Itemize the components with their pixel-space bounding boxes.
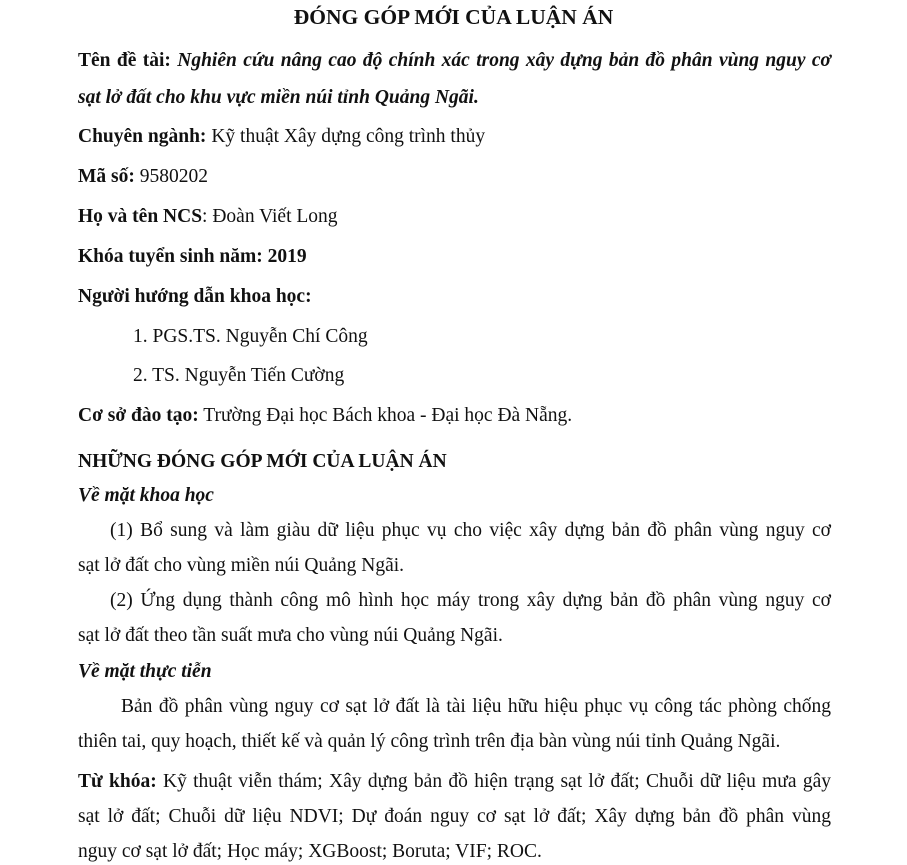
topic-value-2: sạt lở đất cho khu vực miền núi tỉnh Quảng Ngãi. xyxy=(78,87,479,108)
science-item-2-line-2: sạt lở đất theo tần suất mưa cho vùng núi Quảng Ngãi. xyxy=(78,625,503,646)
institution-line xyxy=(78,403,572,429)
contributions-heading: NHỮNG ĐÓNG GÓP MỚI CỦA LUẬN ÁN xyxy=(78,451,447,472)
science-heading: Về mặt khoa học xyxy=(78,485,214,506)
practice-line-2: thiên tai, quy hoạch, thiết kế và quản lý công trình trên địa bàn vùng núi tỉnh Quảng Ngãi. xyxy=(78,731,781,752)
practice-heading: Về mặt thực tiễn xyxy=(78,661,212,682)
code-label: Mã số: xyxy=(78,166,135,187)
supervisors-label: Người hướng dẫn khoa học: xyxy=(78,286,312,307)
topic-line-2 xyxy=(78,85,479,111)
cohort-line: Khóa tuyển sinh năm: 2019 xyxy=(78,246,307,267)
institution-value: Trường Đại học Bách khoa - Đại học Đà Nẵng. xyxy=(198,405,573,426)
keywords-value-1: Kỹ thuật viễn thám; Xây dựng bản đồ hiện trạng sạt lở đất; Chuỗi dữ liệu mưa gây xyxy=(156,771,831,792)
supervisor-item: 2. TS. Nguyễn Tiến Cường xyxy=(133,365,345,386)
institution-label: Cơ sở đào tạo: xyxy=(78,405,199,426)
major-line xyxy=(78,124,485,150)
science-item-2-line-1: (2) Ứng dụng thành công mô hình học máy trong xây dựng bản đồ phân vùng nguy cơ xyxy=(110,590,831,611)
science-item-1-line-1: (1) Bổ sung và làm giàu dữ liệu phục vụ cho việc xây dựng bản đồ phân vùng nguy cơ xyxy=(110,520,831,541)
major-value: Kỹ thuật Xây dựng công trình thủy xyxy=(206,126,486,147)
page-title: ĐÓNG GÓP MỚI CỦA LUẬN ÁN xyxy=(293,5,614,29)
researcher-line xyxy=(78,204,338,230)
keywords-line-1 xyxy=(78,769,831,795)
topic-value-1: Nghiên cứu nâng cao độ chính xác trong xây dựng bản đồ phân vùng nguy cơ xyxy=(170,50,831,71)
topic-label: Tên đề tài: xyxy=(78,50,171,71)
researcher-value: : Đoàn Viết Long xyxy=(202,206,338,227)
topic-line-1 xyxy=(78,48,831,74)
major-label: Chuyên ngành: xyxy=(78,126,207,147)
science-item-1-line-2: sạt lở đất cho vùng miền núi Quảng Ngãi. xyxy=(78,555,405,576)
keywords-line-2: sạt lở đất; Chuỗi dữ liệu NDVI; Dự đoán nguy cơ sạt lở đất; Xây dựng bản đồ phân vùng xyxy=(78,806,831,827)
keywords-label: Từ khóa: xyxy=(78,771,157,792)
practice-line-1: Bản đồ phân vùng nguy cơ sạt lở đất là tài liệu hữu hiệu phục vụ công tác phòng chống xyxy=(121,696,831,717)
keywords-line-3: nguy cơ sạt lở đất; Học máy; XGBoost; Boruta; VIF; ROC. xyxy=(78,841,542,862)
code-value: 9580202 xyxy=(134,166,208,187)
researcher-label: Họ và tên NCS xyxy=(78,206,203,227)
code-line xyxy=(78,164,208,190)
supervisor-item: 1. PGS.TS. Nguyễn Chí Công xyxy=(133,326,368,347)
